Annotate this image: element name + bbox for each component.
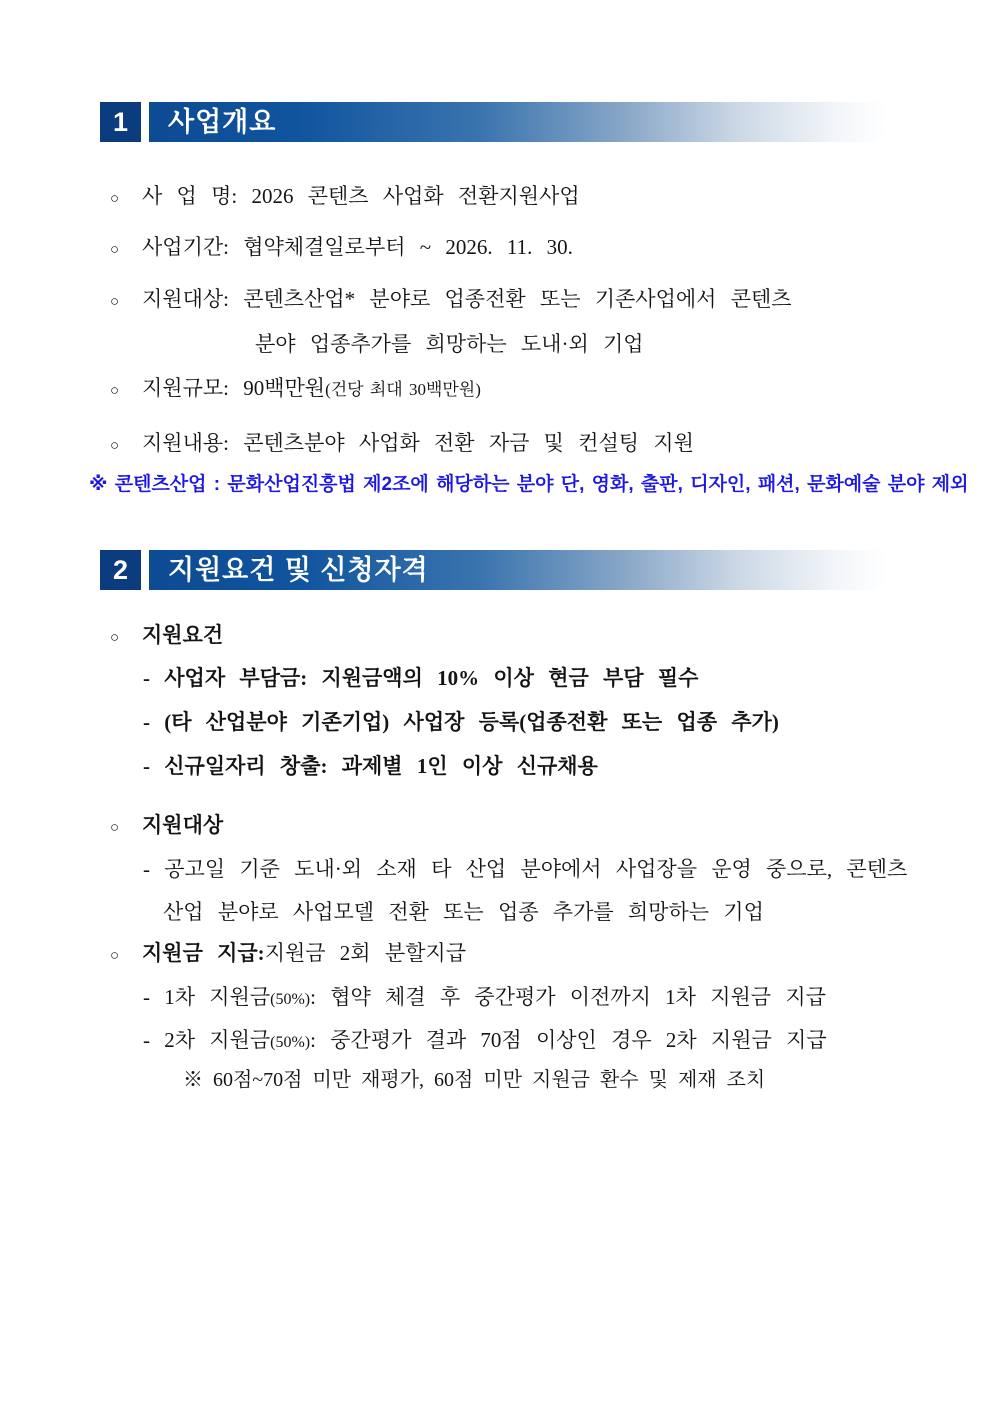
circle-bullet-icon: ○ [110,438,120,454]
section-2-header [100,550,900,590]
overview-item-target [110,284,792,317]
payment-second-pre: - 2차 지원금 [143,1028,271,1052]
circle-bullet-icon: ○ [110,242,120,258]
payment-heading-rest: 지원금 2회 분할지급 [264,941,466,965]
circle-bullet-icon: ○ [110,630,120,646]
section-1-header [100,102,900,142]
overview-item-name [110,181,580,214]
evaluation-note: ※ 60점~70점 미만 재평가, 60점 미만 지원금 환수 및 제재 조치 [183,1069,766,1091]
section-1-title-bar [149,102,886,142]
section-2-number: 2 [100,550,141,590]
requirement-item-jobs: - 신규일자리 창출: 과제별 1인 이상 신규채용 [143,754,598,778]
requirement-item-registration: - (타 산업분야 기존기업) 사업장 등록(업종전환 또는 업종 추가) [143,710,779,734]
payment-second-pct: (50%) [270,1034,311,1051]
requirements-heading-row [110,620,223,653]
section-2-title: 지원요건 및 신청자격 [168,555,429,585]
overview-item-scale-detail: (건당 최대 30백만원) [325,380,481,399]
payment-second-post: : 중간평가 결과 70점 이상인 경우 2차 지원금 지급 [310,1028,827,1052]
overview-item-scale [110,373,481,406]
circle-bullet-icon: ○ [110,383,120,399]
circle-bullet-icon: ○ [110,820,120,836]
payment-first-row [143,982,826,1015]
overview-item-name-text: 사 업 명: 2026 콘텐츠 사업화 전환지원사업 [142,184,580,208]
overview-item-period-text: 사업기간: 협약체결일로부터 ~ 2026. 11. 30. [142,235,573,259]
overview-item-content [110,428,694,461]
payment-first-post: : 협약 체결 후 중간평가 이전까지 1차 지원금 지급 [310,985,826,1009]
content-industry-note: ※ 콘텐츠산업 : 문화산업진흥법 제2조에 해당하는 분야 단, 영화, 출판, 디자인, 패션, 문화예술 분야 제외 [89,474,969,495]
section-1-title: 사업개요 [168,107,277,137]
circle-bullet-icon: ○ [110,948,120,964]
requirements-heading: 지원요건 [142,623,224,647]
section-1-number: 1 [100,102,141,142]
target-heading: 지원대상 [142,813,224,837]
overview-item-target-line1: 지원대상: 콘텐츠산업* 분야로 업종전환 또는 기존사업에서 콘텐츠 [142,287,792,311]
payment-heading-row [110,938,466,971]
circle-bullet-icon: ○ [110,191,120,207]
overview-item-target-line2: 분야 업종추가를 희망하는 도내·외 기업 [255,332,644,356]
overview-item-content-text: 지원내용: 콘텐츠분야 사업화 전환 자금 및 컨설팅 지원 [142,431,694,455]
section-2-title-bar [149,550,886,590]
payment-second-row [143,1025,827,1058]
overview-item-period [110,232,573,265]
requirement-item-contribution: - 사업자 부담금: 지원금액의 10% 이상 현금 부담 필수 [143,666,699,690]
target-description-line2: 산업 분야로 사업모델 전환 또는 업종 추가를 희망하는 기업 [163,900,764,924]
payment-heading: 지원금 지급: [142,941,265,965]
payment-first-pct: (50%) [270,991,311,1008]
target-description-line1: - 공고일 기준 도내·외 소재 타 산업 분야에서 사업장을 운영 중으로, 콘텐츠 [143,857,908,881]
payment-first-pre: - 1차 지원금 [143,985,271,1009]
target-heading-row [110,810,223,843]
overview-item-scale-main: 지원규모: 90백만원 [142,376,326,400]
circle-bullet-icon: ○ [110,294,120,310]
